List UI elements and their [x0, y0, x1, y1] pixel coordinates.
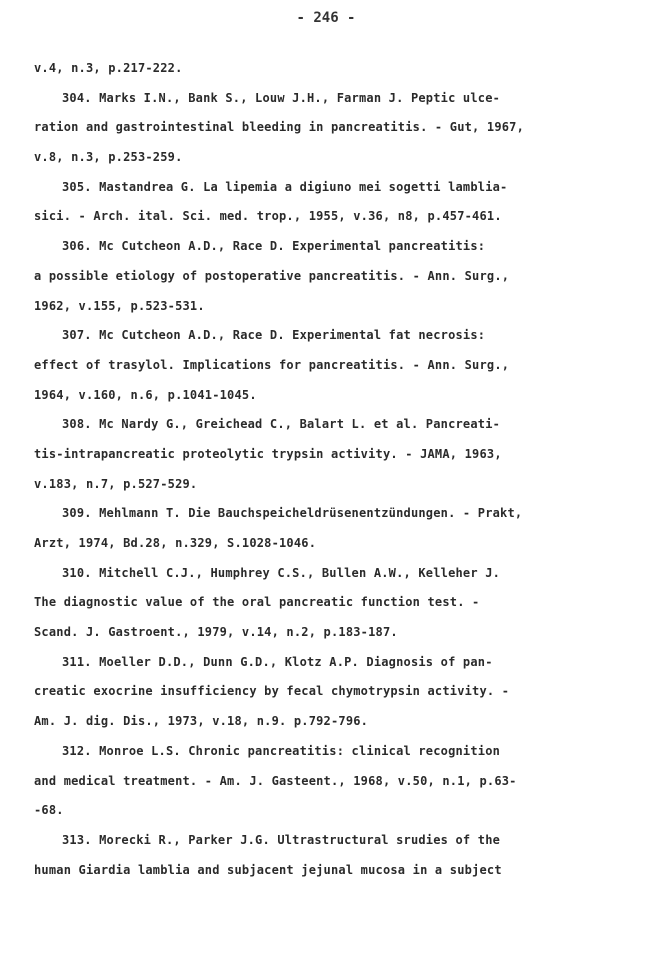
- text-line: v.4, n.3, p.217-222.: [34, 61, 183, 75]
- text-line: 313. Morecki R., Parker J.G. Ultrastructural srudies of the: [62, 832, 501, 847]
- text-line: 307. Mc Cutcheon A.D., Race D. Experimental fat necrosis:: [62, 328, 486, 343]
- text-line: a possible etiology of postoperative pancreatitis. - Ann. Surg.,: [34, 268, 510, 283]
- text-line: tis-intrapancreatic proteolytic trypsin activity. - JAMA, 1963,: [34, 446, 502, 461]
- text-line: human Giardia lamblia and subjacent jejunal mucosa in a subject: [34, 862, 502, 877]
- text-line: 1964, v.160, n.6, p.1041-1045.: [34, 387, 257, 402]
- text-line: creatic exocrine insufficiency by fecal chymotrypsin activity. -: [34, 684, 510, 699]
- text-line: 1962, v.155, p.523-531.: [34, 298, 205, 313]
- text-line: Arzt, 1974, Bd.28, n.329, S.1028-1046.: [34, 536, 317, 550]
- bibliography-text: [34, 54, 626, 885]
- text-line: Am. J. dig. Dis., 1973, v.18, n.9. p.792-796.: [34, 714, 369, 729]
- text-line: 309. Mehlmann T. Die Bauchspeicheldrüsenentzündungen. - Prakt,: [62, 506, 523, 521]
- text-line: 310. Mitchell C.J., Humphrey C.S., Bullen A.W., Kelleher J.: [62, 565, 501, 580]
- text-line: 312. Monroe L.S. Chronic pancreatitis: clinical recognition: [62, 743, 501, 758]
- text-line: and medical treatment. - Am. J. Gasteent., 1968, v.50, n.1, p.63-: [34, 773, 517, 788]
- text-line: 308. Mc Nardy G., Greichead C., Balart L. et al. Pancreati-: [62, 417, 501, 432]
- text-line: effect of trasylol. Implications for pancreatitis. - Ann. Surg.,: [34, 357, 510, 372]
- text-line: 304. Marks I.N., Bank S., Louw J.H., Farman J. Peptic ulce-: [62, 90, 501, 105]
- text-line: v.8, n.3, p.253-259.: [34, 150, 183, 165]
- text-line: ration and gastrointestinal bleeding in pancreatitis. - Gut, 1967,: [34, 120, 525, 135]
- text-line: The diagnostic value of the oral pancreatic function test. -: [34, 595, 480, 610]
- text-line: 305. Mastandrea G. La lipemia a digiuno mei sogetti lamblia-: [62, 179, 508, 194]
- text-line: Scand. J. Gastroent., 1979, v.14, n.2, p.183-187.: [34, 625, 398, 640]
- page-number: - 246 -: [296, 10, 356, 26]
- text-line: v.183, n.7, p.527-529.: [34, 476, 198, 491]
- text-line: -68.: [34, 803, 64, 818]
- text-line: 306. Mc Cutcheon A.D., Race D. Experimental pancreatitis:: [62, 239, 486, 254]
- text-line: 311. Moeller D.D., Dunn G.D., Klotz A.P. Diagnosis of pan-: [62, 654, 493, 669]
- text-line: sici. - Arch. ital. Sci. med. trop., 1955, v.36, n8, p.457-461.: [34, 209, 502, 224]
